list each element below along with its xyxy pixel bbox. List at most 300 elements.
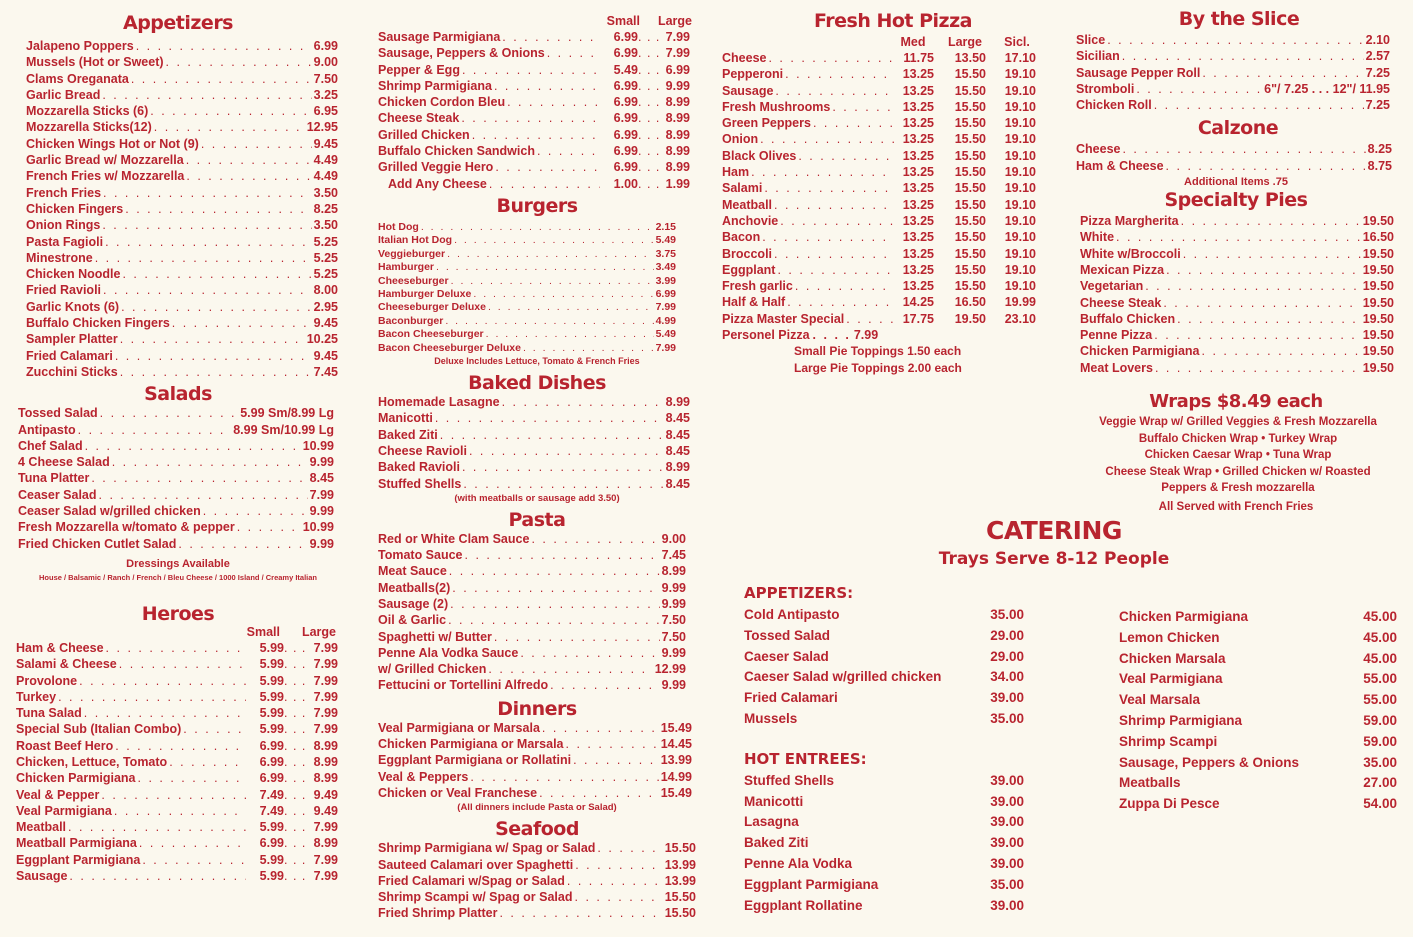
pasta-item-price: 8.99 bbox=[661, 564, 686, 579]
dot-leader bbox=[547, 45, 600, 61]
appetizer-item-price: 12.95 bbox=[306, 120, 338, 135]
dot-leader bbox=[454, 234, 653, 247]
pizza-item-name: Eggplant bbox=[722, 262, 776, 277]
catering-appetizer-item bbox=[744, 626, 1024, 647]
pizza-item-name: Half & Half bbox=[722, 295, 786, 310]
hero-item-large-price: 7.99 bbox=[313, 673, 338, 688]
dinner-item-price: 15.49 bbox=[660, 720, 692, 735]
hero-item-small-price: 5.99 bbox=[259, 657, 284, 672]
catering-item-name: Sausage, Peppers & Onions bbox=[1119, 754, 1300, 770]
calzone-item-name: Ham & Cheese bbox=[1076, 158, 1164, 173]
hot-subs-small-header: Small bbox=[606, 14, 640, 28]
dot-leader bbox=[764, 180, 894, 196]
pizza-sicl-price: 19.10 bbox=[1004, 116, 1036, 131]
catering-entree-item-name: Penne Ala Vodka bbox=[744, 855, 853, 871]
pizza-med-price: 13.25 bbox=[902, 246, 934, 261]
hot-sub-item-large-price: 1.99 bbox=[665, 176, 690, 191]
salad-item bbox=[18, 422, 334, 438]
appetizer-item-price: 9.45 bbox=[313, 348, 338, 363]
pizza-item bbox=[722, 115, 1036, 131]
hero-item-name: Meatball Parmigiana bbox=[16, 836, 137, 851]
pasta-item bbox=[378, 629, 686, 645]
appetizer-item bbox=[26, 103, 338, 119]
hot-sub-item-small-price: 6.99 bbox=[613, 30, 638, 44]
pizza-sicl-price: 19.99 bbox=[1004, 295, 1036, 310]
slice-item-name: Sausage Pepper Roll bbox=[1076, 65, 1201, 80]
hero-item-small-price: 5.99 bbox=[259, 722, 284, 737]
pizza-item-name: Bacon bbox=[722, 230, 761, 245]
hot-sub-item-large-price: 8.99 bbox=[665, 160, 690, 175]
hot-sub-item: Sausage, Peppers & Onions . . . 6.99 . . . 7.99 bbox=[378, 45, 690, 61]
pizza-item bbox=[722, 229, 1036, 245]
catering-item bbox=[1119, 649, 1397, 670]
dot-leader bbox=[186, 168, 311, 184]
hero-item-small-price: 5.99 bbox=[259, 640, 284, 655]
burger-item-price: 3.75 bbox=[655, 247, 676, 260]
hero-item-name: Tuna Salad bbox=[16, 706, 82, 721]
appetizer-item-name: Garlic Bread bbox=[26, 87, 101, 102]
pasta-item-name: Red or White Clam Sauce bbox=[378, 531, 530, 546]
seafood-item bbox=[378, 840, 696, 856]
dot-leader bbox=[486, 328, 654, 341]
appetizer-item-name: French Fries bbox=[26, 185, 102, 200]
salad-item-price: 10.99 bbox=[302, 520, 334, 535]
hero-item: Chicken Parmigiana . . . 6.99 . . . 8.99 bbox=[16, 770, 338, 786]
burgers-list bbox=[378, 221, 696, 355]
dot-leader bbox=[777, 262, 894, 278]
catering-item bbox=[1119, 794, 1397, 815]
appetizer-item-name: Zucchini Sticks bbox=[26, 364, 118, 379]
pasta-item-price: 9.99 bbox=[661, 597, 686, 611]
appetizer-item-name: French Fries w/ Mozzarella bbox=[26, 169, 185, 184]
dot-leader bbox=[447, 248, 653, 261]
wraps-line: Peppers & Fresh mozzarella bbox=[1161, 482, 1315, 495]
catering-item-name: Meatballs bbox=[1119, 775, 1181, 791]
hot-sub-item-name: Add Any Cheese bbox=[388, 176, 487, 191]
pizza-med-price: 11.75 bbox=[903, 51, 934, 65]
baked-item bbox=[378, 476, 690, 492]
dot-leader bbox=[1181, 213, 1361, 229]
hero-item-name: Veal & Pepper bbox=[16, 787, 100, 802]
pizza-item bbox=[722, 164, 1036, 180]
catering-appetizer-item-name: Caeser Salad bbox=[744, 648, 829, 664]
burger-item-name: Hot Dog bbox=[378, 220, 419, 233]
hot-sub-item-large-price: 8.99 bbox=[665, 144, 690, 159]
burger-item-price: 7.99 bbox=[655, 341, 676, 354]
dot-leader bbox=[760, 131, 894, 147]
dot-leader bbox=[58, 689, 246, 705]
pasta-item bbox=[378, 677, 686, 693]
appetizer-item-price: 3.50 bbox=[313, 185, 338, 200]
pizza-title: Fresh Hot Pizza bbox=[814, 10, 972, 32]
hero-item: Meatball Parmigiana . . . 6.99 . . . 8.99 bbox=[16, 835, 338, 851]
dot-leader bbox=[450, 596, 659, 612]
baked-title: Baked Dishes bbox=[468, 372, 606, 395]
pizza-sicl-price: 19.10 bbox=[1004, 246, 1036, 261]
pizza-med-price: 13.25 bbox=[902, 132, 934, 147]
pizza-sicl-price: 17.10 bbox=[1004, 51, 1036, 65]
hot-sub-item: Buffalo Chicken Sandwich . . . 6.99 . . . 8.99 bbox=[378, 143, 690, 159]
dot-leader bbox=[102, 87, 311, 103]
baked-item-name: Cheese Ravioli bbox=[378, 443, 467, 458]
pizza-sicl-price: 19.10 bbox=[1004, 197, 1036, 212]
salad-item bbox=[18, 405, 334, 421]
specialty-item-name: Vegetarian bbox=[1080, 279, 1144, 294]
dot-leader bbox=[120, 364, 312, 380]
salad-item-name: 4 Cheese Salad bbox=[18, 455, 110, 470]
dot-leader bbox=[101, 787, 246, 803]
salads-title: Salads bbox=[144, 383, 212, 406]
dot-leader bbox=[507, 94, 600, 110]
hero-item-name: Meatball bbox=[16, 820, 67, 835]
appetizer-item-price: 10.25 bbox=[306, 332, 338, 347]
slice-item-name: Slice bbox=[1076, 33, 1106, 47]
pizza-large-price: 16.50 bbox=[954, 295, 986, 310]
dinner-item-name: Eggplant Parmigiana or Rollatini bbox=[378, 753, 572, 768]
pizza-sicl-price: 19.10 bbox=[1004, 67, 1036, 82]
salad-item-name: Fresh Mozzarella w/tomato & pepper bbox=[18, 520, 235, 535]
appetizer-item bbox=[26, 119, 338, 135]
catering-item-name: Shrimp Scampi bbox=[1119, 733, 1218, 749]
dot-leader bbox=[531, 531, 659, 547]
hot-sub-item-small-price: 6.99 bbox=[613, 160, 638, 175]
baked-list bbox=[378, 394, 696, 492]
dot-leader bbox=[470, 769, 658, 785]
catering-entree-item bbox=[744, 875, 1024, 896]
dot-leader bbox=[1122, 141, 1365, 157]
appetizer-item-price: 4.49 bbox=[313, 169, 338, 184]
slice-item-price: 2.57 bbox=[1365, 49, 1390, 64]
hero-item: Special Sub (Italian Combo) . . . 5.99 . . . 7.99 bbox=[16, 721, 338, 737]
catering-section bbox=[744, 516, 1404, 569]
pizza-sicl-price: 19.10 bbox=[1004, 230, 1036, 245]
hot-sub-item-small-price: 5.49 bbox=[613, 62, 638, 77]
baked-item bbox=[378, 427, 690, 443]
pizza-item bbox=[722, 99, 1036, 115]
hot-sub-item-large-price: 6.99 bbox=[665, 62, 690, 77]
hot-sub-item: Cheese Steak . . . 6.99 . . . 8.99 bbox=[378, 110, 690, 126]
hero-item-small-price: 6.99 bbox=[259, 754, 284, 769]
slice-item bbox=[1076, 48, 1390, 64]
salad-item bbox=[18, 438, 334, 454]
heroes-small-header: Small bbox=[246, 624, 280, 639]
pizza-item-name: Fresh garlic bbox=[722, 279, 793, 294]
dinner-item-name: Veal & Peppers bbox=[378, 769, 469, 784]
calzone-item-price: 8.25 bbox=[1367, 142, 1392, 157]
hot-sub-item-small-price: 1.00 bbox=[613, 176, 638, 191]
dot-leader bbox=[183, 721, 246, 737]
hot-sub-item-name: Grilled Chicken bbox=[378, 127, 470, 142]
salad-item bbox=[18, 519, 334, 535]
hero-item-small-price: 6.99 bbox=[259, 738, 284, 753]
burger-item-price: 2.15 bbox=[655, 220, 676, 233]
dot-leader bbox=[95, 250, 312, 266]
hero-item-small-price: 6.99 bbox=[259, 771, 284, 786]
catering-subtitle: Trays Serve 8-12 People bbox=[938, 549, 1170, 569]
catering-appetizer-item bbox=[744, 605, 1024, 626]
hero-item-name: Veal Parmigiana bbox=[16, 803, 112, 818]
appetizer-item bbox=[26, 136, 338, 152]
pizza-med-price: 13.25 bbox=[902, 99, 934, 114]
pizza-item-name: Sausage bbox=[722, 83, 774, 98]
slice-item bbox=[1076, 32, 1390, 48]
column-3 bbox=[722, 0, 1042, 377]
pizza-item-name: Meatball bbox=[722, 197, 773, 212]
pasta-item-name: Penne Ala Vodka Sauce bbox=[378, 645, 519, 660]
dot-leader bbox=[106, 640, 246, 656]
dinner-item bbox=[378, 769, 692, 785]
dot-leader bbox=[115, 738, 246, 754]
dinner-item-price: 14.45 bbox=[660, 737, 692, 752]
pizza-item bbox=[722, 262, 1036, 278]
personal-pizza-name: Personel Pizza bbox=[722, 328, 810, 343]
pasta-list bbox=[378, 531, 696, 694]
specialty-item-price: 19.50 bbox=[1362, 246, 1394, 261]
seafood-item-name: Fried Calamari w/Spag or Salad bbox=[378, 873, 565, 888]
catering-entree-item-name: Stuffed Shells bbox=[744, 772, 835, 788]
hero-item-small-price: 5.99 bbox=[259, 673, 284, 688]
pizza-item-name: Broccoli bbox=[722, 246, 773, 261]
pizza-med-price: 14.25 bbox=[902, 295, 934, 310]
burger-item bbox=[378, 221, 676, 234]
appetizer-item bbox=[26, 185, 338, 201]
pizza-item bbox=[722, 148, 1036, 164]
wraps-line: Buffalo Chicken Wrap • Turkey Wrap bbox=[1138, 432, 1338, 445]
pasta-item bbox=[378, 596, 686, 612]
pizza-item bbox=[722, 180, 1036, 196]
baked-item-name: Stuffed Shells bbox=[378, 476, 462, 491]
catering-entree-item-price: 39.00 bbox=[990, 814, 1024, 830]
catering-appetizer-item-price: 29.00 bbox=[990, 627, 1024, 643]
burger-item bbox=[378, 234, 676, 247]
appetizer-item bbox=[26, 38, 338, 54]
salad-item-name: Fried Chicken Cutlet Salad bbox=[18, 536, 177, 551]
pizza-large-price: 15.50 bbox=[954, 165, 986, 180]
dot-leader bbox=[115, 348, 312, 364]
specialty-item bbox=[1080, 311, 1394, 327]
dot-leader bbox=[114, 803, 246, 819]
pizza-sicl-price: 23.10 bbox=[1004, 311, 1036, 326]
catering-appetizer-item bbox=[744, 688, 1024, 709]
pizza-sicl-price: 19.10 bbox=[1004, 213, 1036, 228]
appetizer-item-name: Garlic Knots (6) bbox=[26, 299, 120, 314]
burger-item-price: 4.99 bbox=[655, 314, 676, 327]
catering-entree-item bbox=[744, 792, 1024, 813]
burger-item-price: 7.99 bbox=[655, 301, 676, 314]
catering-appetizer-item-name: Fried Calamari bbox=[744, 690, 838, 706]
dot-leader bbox=[122, 266, 311, 282]
burger-item-name: Veggieburger bbox=[378, 247, 446, 260]
pizza-large-price: 19.50 bbox=[954, 311, 986, 326]
calzone-item-price: 8.75 bbox=[1367, 158, 1392, 173]
salad-item-name: Tuna Platter bbox=[18, 471, 90, 486]
dot-leader bbox=[85, 438, 301, 454]
dot-leader bbox=[69, 868, 246, 884]
hero-item: Provolone . . . 5.99 . . . 7.99 bbox=[16, 673, 338, 689]
heroes-title: Heroes bbox=[141, 602, 215, 625]
appetizers-title: Appetizers bbox=[122, 12, 233, 34]
dinners-note: (All dinners include Pasta or Salad) bbox=[457, 802, 617, 814]
specialty-item-price: 19.50 bbox=[1362, 311, 1394, 326]
specialty-item bbox=[1080, 327, 1394, 343]
dot-leader bbox=[751, 164, 894, 180]
dot-leader bbox=[203, 503, 308, 519]
slice-item bbox=[1076, 81, 1390, 97]
appetizer-item bbox=[26, 315, 338, 331]
catering-entree-item bbox=[744, 812, 1024, 833]
baked-item-price: 8.45 bbox=[665, 427, 690, 442]
dot-leader bbox=[798, 148, 894, 164]
pasta-item-name: Meatballs(2) bbox=[378, 580, 451, 595]
dot-leader bbox=[573, 752, 659, 768]
hero-item: Tuna Salad . . . 5.99 . . . 7.99 bbox=[16, 705, 338, 721]
dot-leader bbox=[1183, 246, 1361, 262]
hero-item-large-price: 7.99 bbox=[313, 869, 338, 884]
specialty-item-name: White bbox=[1080, 230, 1115, 245]
pizza-item bbox=[722, 213, 1036, 229]
hero-item-large-price: 8.99 bbox=[313, 754, 338, 769]
pizza-item-name: Fresh Mushrooms bbox=[722, 99, 831, 114]
appetizer-item-name: Mozzarella Sticks (6) bbox=[26, 104, 149, 119]
specialty-title: Specialty Pies bbox=[1164, 189, 1308, 212]
hot-sub-item: Chicken Cordon Bleu . . . 6.99 . . . 8.99 bbox=[378, 94, 690, 110]
appetizer-item-name: Pasta Fagioli bbox=[26, 234, 104, 249]
hot-sub-item-name: Cheese Steak bbox=[378, 111, 460, 126]
hero-item-name: Chicken, Lettuce, Tomato bbox=[16, 754, 168, 769]
dot-leader bbox=[201, 136, 312, 152]
catering-item-name: Shrimp Parmigiana bbox=[1119, 712, 1243, 728]
baked-item-price: 8.45 bbox=[665, 476, 690, 491]
catering-appetizer-item-price: 29.00 bbox=[990, 648, 1024, 664]
hero-item-name: Special Sub (Italian Combo) bbox=[16, 722, 182, 737]
burger-item bbox=[378, 315, 676, 328]
baked-item bbox=[378, 443, 690, 459]
appetizer-item-price: 5.25 bbox=[313, 267, 338, 282]
burger-item-price: 3.99 bbox=[655, 274, 676, 287]
pizza-large-price: 15.50 bbox=[954, 213, 986, 228]
pizza-large-price: 13.50 bbox=[954, 51, 986, 65]
baked-item-price: 8.45 bbox=[665, 443, 690, 458]
dot-leader bbox=[1154, 327, 1360, 343]
specialty-item bbox=[1080, 262, 1394, 278]
dinners-title: Dinners bbox=[497, 697, 577, 720]
dot-leader bbox=[125, 201, 311, 217]
salads-list bbox=[18, 405, 338, 552]
column-1 bbox=[18, 0, 338, 884]
specialty-item-name: Cheese Steak bbox=[1080, 295, 1162, 310]
appetizer-item-price: 9.00 bbox=[313, 55, 338, 70]
salad-item-price: 9.99 bbox=[309, 455, 334, 470]
catering-item-price: 59.00 bbox=[1363, 712, 1397, 728]
catering-entree-item-price: 39.00 bbox=[990, 793, 1024, 809]
hero-item-name: Roast Beef Hero bbox=[16, 738, 114, 753]
pasta-item-name: Spaghetti w/ Butter bbox=[378, 629, 492, 644]
dot-leader bbox=[1166, 158, 1366, 174]
seafood-item-name: Fried Shrimp Platter bbox=[378, 906, 498, 921]
dot-leader bbox=[178, 536, 307, 552]
hero-item-name: Provolone bbox=[16, 673, 78, 688]
dot-leader bbox=[523, 342, 654, 355]
pizza-med-price: 13.25 bbox=[902, 165, 934, 180]
dot-leader bbox=[121, 299, 312, 315]
dot-leader bbox=[1177, 311, 1361, 327]
specialty-list bbox=[1076, 213, 1396, 376]
catering-item bbox=[1119, 607, 1397, 628]
pasta-item-price: 7.45 bbox=[661, 548, 686, 563]
appetizer-item-price: 9.45 bbox=[313, 136, 338, 151]
pizza-large-price: 15.50 bbox=[954, 83, 986, 98]
salad-item bbox=[18, 470, 334, 486]
hero-item-large-price: 9.49 bbox=[313, 787, 338, 802]
pasta-item bbox=[378, 612, 686, 628]
appetizer-item-price: 6.95 bbox=[313, 104, 338, 119]
pizza-sicl-price: 19.10 bbox=[1004, 279, 1036, 294]
slice-item bbox=[1076, 65, 1390, 81]
hot-sub-item-small-price: 6.99 bbox=[613, 46, 638, 61]
pizza-item-name: Pepperoni bbox=[722, 67, 784, 82]
pizza-sicl-price: 19.10 bbox=[1004, 99, 1036, 114]
dot-leader bbox=[575, 889, 663, 905]
appetizer-item bbox=[26, 152, 338, 168]
seafood-item bbox=[378, 857, 696, 873]
wraps-title: Wraps $8.49 each bbox=[1149, 391, 1323, 413]
dot-leader bbox=[436, 261, 654, 274]
hot-sub-item-small-price: 6.99 bbox=[613, 144, 638, 159]
hero-item-small-price: 5.99 bbox=[259, 820, 284, 835]
pizza-item bbox=[722, 294, 1036, 310]
heroes-list bbox=[16, 640, 338, 884]
pizza-sicl-price: 19.10 bbox=[1004, 262, 1036, 277]
appetizer-item bbox=[26, 71, 338, 87]
dot-leader bbox=[103, 185, 312, 201]
pizza-med-price: 13.25 bbox=[902, 213, 934, 228]
pizza-large-price: 15.50 bbox=[954, 99, 986, 114]
hot-sub-item-large-price: 8.99 bbox=[665, 95, 690, 110]
appetizer-item bbox=[26, 266, 338, 282]
dot-leader bbox=[1122, 48, 1364, 64]
hero-item: Veal Parmigiana . . . 7.49 . . . 9.49 bbox=[16, 803, 338, 819]
dinner-item bbox=[378, 752, 692, 768]
catering-entrees-list bbox=[744, 771, 1024, 917]
dot-leader bbox=[539, 785, 659, 801]
appetizer-item bbox=[26, 87, 338, 103]
catering-item-price: 55.00 bbox=[1363, 671, 1397, 687]
catering-item-price: 35.00 bbox=[1363, 754, 1397, 770]
pasta-item bbox=[378, 580, 686, 596]
baked-item-price: 8.99 bbox=[665, 460, 690, 475]
catering-item-name: Veal Parmigiana bbox=[1119, 671, 1223, 687]
hero-item-large-price: 8.99 bbox=[313, 738, 338, 753]
pasta-item-name: Oil & Garlic bbox=[378, 613, 447, 628]
dot-leader bbox=[461, 110, 600, 126]
hero-item-large-price: 7.99 bbox=[313, 657, 338, 672]
hero-item-name: Sausage bbox=[16, 869, 68, 884]
appetizer-item bbox=[26, 54, 338, 70]
salad-item-price: 8.45 bbox=[309, 471, 334, 486]
dot-leader bbox=[1155, 360, 1361, 376]
dot-leader bbox=[768, 50, 894, 66]
catering-entree-item bbox=[744, 854, 1024, 875]
catering-item bbox=[1119, 690, 1397, 711]
dot-leader bbox=[84, 705, 246, 721]
dot-leader bbox=[795, 278, 894, 294]
appetizer-item bbox=[26, 331, 338, 347]
pizza-med-price: 17.75 bbox=[902, 311, 934, 326]
catering-right-list bbox=[1119, 607, 1397, 815]
catering-item-name: Zuppa Di Pesce bbox=[1119, 796, 1220, 812]
dinners-list bbox=[378, 720, 696, 801]
catering-appetizer-item-price: 35.00 bbox=[990, 710, 1024, 726]
